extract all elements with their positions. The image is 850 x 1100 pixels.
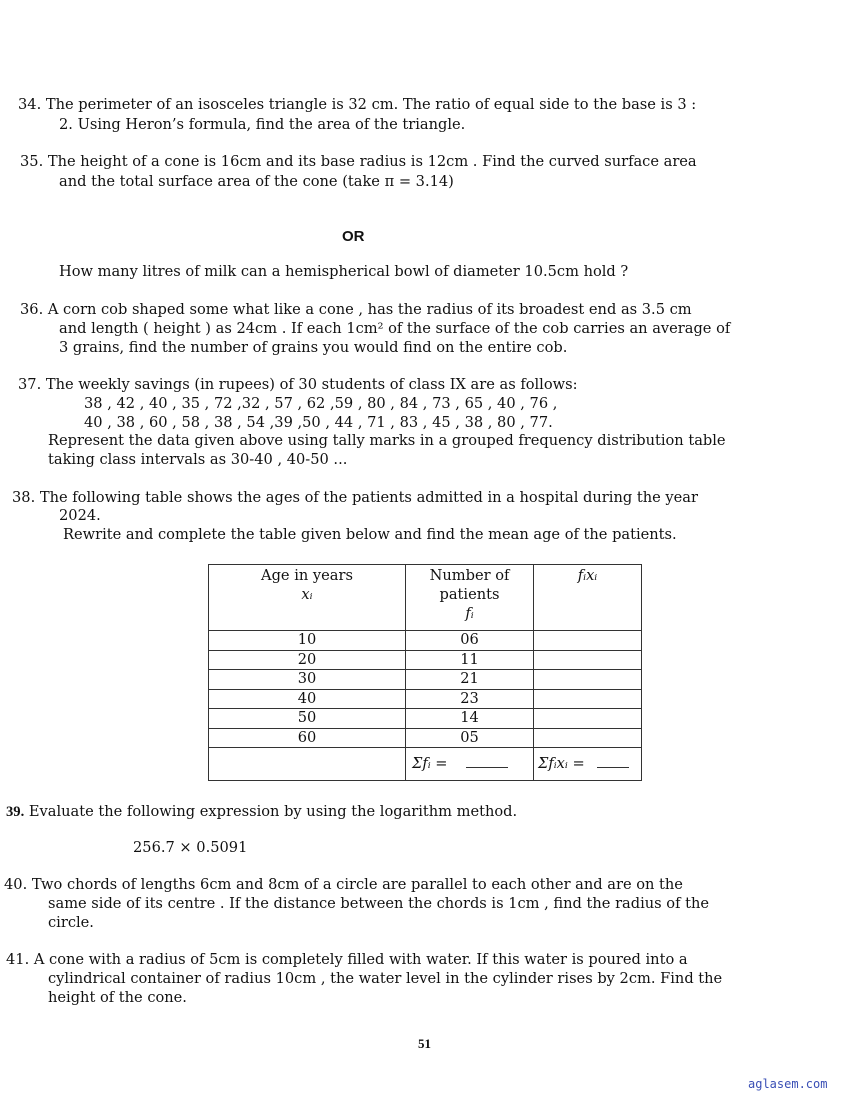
table-row: [209, 689, 642, 709]
age-cell: 60: [209, 728, 406, 748]
question-39: [6, 802, 517, 822]
sum-fx-label: Σfᵢxᵢ =: [538, 755, 585, 772]
fx-cell: [534, 709, 642, 729]
question-37: 37. The weekly savings (in rupees) of 30 students of class IX are as follows:: [18, 376, 578, 393]
question-35-cont: and the total surface area of the cone (take π = 3.14): [59, 173, 454, 190]
question-36-cont: and length ( height ) as 24cm . If each 1cm² of the surface of the cob carries an average of: [59, 320, 731, 337]
question-40: 40. Two chords of lengths 6cm and 8cm of a circle are parallel to each other and are on the: [4, 876, 683, 893]
table-row: [209, 650, 642, 670]
question-34: 34. The perimeter of an isosceles triangle is 32 cm. The ratio of equal side to the base is 3 :: [18, 96, 697, 113]
question-37-cont: Represent the data given above using tally marks in a grouped frequency distribution table: [48, 432, 726, 449]
question-39-expression: 256.7 × 0.5091: [133, 839, 248, 856]
question-36: 36. A corn cob shaped some what like a cone , has the radius of its broadest end as 3.5 cm: [20, 301, 692, 318]
age-cell: 30: [209, 670, 406, 690]
count-cell: 23: [406, 689, 534, 709]
age-cell: 10: [209, 631, 406, 651]
question-35-alternative: How many litres of milk can a hemispherical bowl of diameter 10.5cm hold ?: [59, 263, 629, 280]
question-35: 35. The height of a cone is 16cm and its base radius is 12cm . Find the curved surface area: [20, 153, 697, 170]
question-41-cont: height of the cone.: [48, 989, 187, 1006]
header-age-symbol: xᵢ: [301, 586, 313, 603]
question-38-cont: 2024.: [59, 507, 101, 524]
fx-cell: [534, 670, 642, 690]
header-fx: fᵢxᵢ: [534, 565, 642, 631]
question-40-cont: same side of its centre . If the distance between the chords is 1cm , find the radius of the: [48, 895, 710, 912]
question-37-data: 38 , 42 , 40 , 35 , 72 ,32 , 57 , 62 ,59 , 80 , 84 , 73 , 65 , 40 , 76 ,: [84, 395, 558, 412]
table-row: [209, 670, 642, 690]
count-cell: 06: [406, 631, 534, 651]
answer-blank: [466, 767, 508, 768]
header-age: [209, 565, 406, 631]
question-39-number: 39.: [6, 804, 25, 820]
answer-blank: [597, 767, 629, 768]
header-patients: [406, 565, 534, 631]
age-cell: 40: [209, 689, 406, 709]
fx-cell: [534, 689, 642, 709]
header-patients-label: Number of: [429, 567, 510, 584]
question-37-data: 40 , 38 , 60 , 58 , 38 , 54 ,39 ,50 , 44 , 71 , 83 , 45 , 38 , 80 , 77.: [84, 414, 553, 431]
table-row: [209, 728, 642, 748]
page-number: 51: [418, 1036, 431, 1051]
sum-f-label: Σfᵢ =: [412, 755, 448, 772]
header-patients-label: patients: [439, 586, 500, 603]
question-36-cont: 3 grains, find the number of grains you would find on the entire cob.: [59, 339, 568, 356]
source-watermark: aglasem.com: [748, 1077, 828, 1091]
question-37-cont: taking class intervals as 30-40 , 40-50 ...: [48, 451, 348, 468]
question-34-cont: 2. Using Heron’s formula, find the area of the triangle.: [59, 116, 466, 133]
table-row: [209, 631, 642, 651]
count-cell: 21: [406, 670, 534, 690]
or-label: OR: [342, 228, 365, 245]
fx-cell: [534, 728, 642, 748]
header-patients-symbol: fᵢ: [465, 605, 474, 622]
question-40-cont: circle.: [48, 914, 94, 931]
age-cell: 50: [209, 709, 406, 729]
table-row: [209, 709, 642, 729]
count-cell: 14: [406, 709, 534, 729]
table-header-row: [209, 565, 642, 631]
fx-cell: [534, 650, 642, 670]
header-age-label: Age in years: [261, 567, 353, 584]
question-39-text: Evaluate the following expression by using the logarithm method.: [24, 803, 518, 820]
question-38: 38. The following table shows the ages of the patients admitted in a hospital during the year: [12, 489, 698, 506]
question-38-cont: Rewrite and complete the table given below and find the mean age of the patients.: [63, 526, 677, 543]
sum-fx-cell: [534, 748, 642, 781]
sum-f-cell: [406, 748, 534, 781]
fx-cell: [534, 631, 642, 651]
count-cell: 11: [406, 650, 534, 670]
question-41: 41. A cone with a radius of 5cm is completely filled with water. If this water is poured into a: [6, 951, 688, 968]
count-cell: 05: [406, 728, 534, 748]
table-sum-row: [209, 748, 642, 781]
patients-age-table: [208, 564, 642, 781]
question-41-cont: cylindrical container of radius 10cm , the water level in the cylinder rises by 2cm. Find the: [48, 970, 723, 987]
empty-cell: [209, 748, 406, 781]
age-cell: 20: [209, 650, 406, 670]
